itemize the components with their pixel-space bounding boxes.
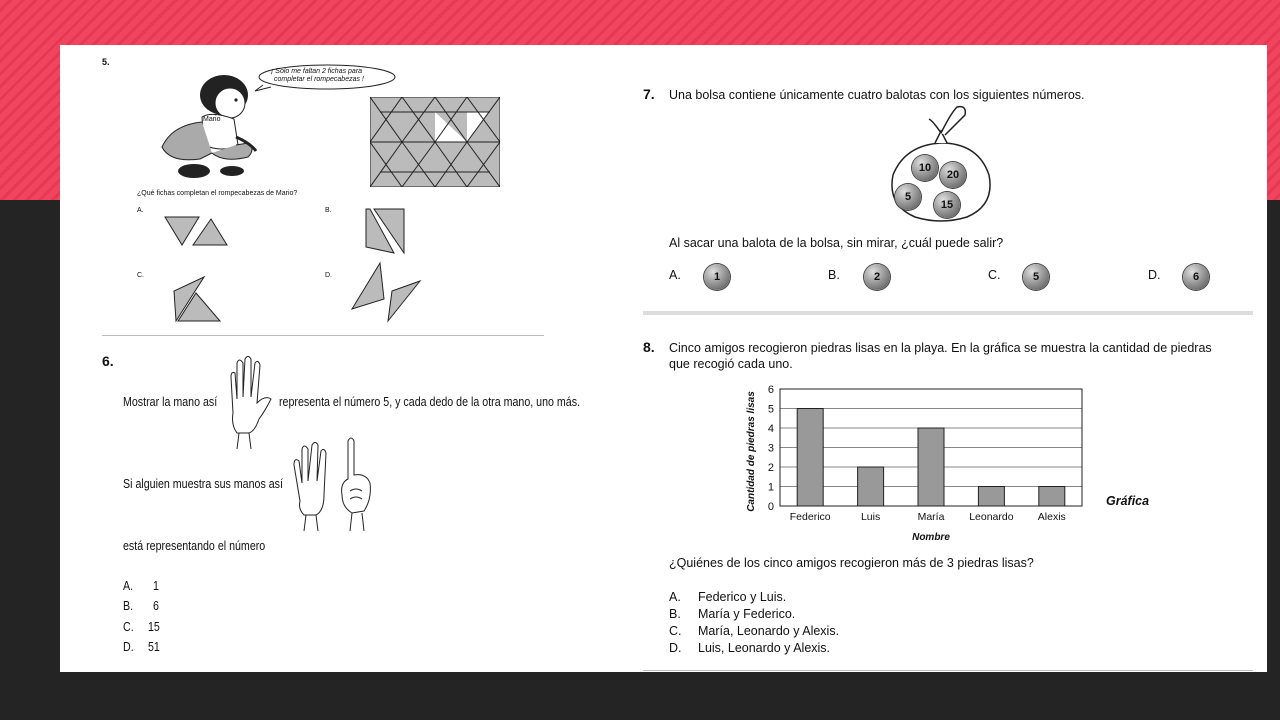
q6-option-b-value: 6 bbox=[153, 598, 159, 613]
q8-option-c-text: María, Leonardo y Alexis. bbox=[698, 624, 840, 638]
bag-ball-10: 10 bbox=[912, 155, 938, 181]
q5-option-c-label: C. bbox=[137, 272, 144, 279]
q7-option-d-letter[interactable]: D. bbox=[1148, 268, 1161, 282]
boy-mario-illustration bbox=[152, 67, 267, 185]
q7-option-d-ball[interactable]: 6 bbox=[1183, 264, 1209, 290]
q5-divider bbox=[102, 335, 544, 336]
q8-text-line2: que recogió cada uno. bbox=[669, 357, 793, 371]
chart-x-tick-label: Alexis bbox=[1037, 511, 1066, 523]
q5-option-a-label: A. bbox=[137, 207, 144, 214]
q5-option-d-label: D. bbox=[325, 272, 332, 279]
bag-ball-5: 5 bbox=[895, 184, 921, 210]
q7-number: 7. bbox=[643, 86, 655, 102]
q6-option-c-letter[interactable]: C. bbox=[123, 619, 134, 634]
q5-option-a-pieces[interactable] bbox=[163, 215, 229, 247]
chart-bar-luis bbox=[858, 467, 884, 506]
speech-line-1: ¡ Solo me faltan 2 fichas para bbox=[271, 68, 363, 75]
q5-option-c-pieces[interactable] bbox=[172, 275, 222, 323]
q8-option-c-letter[interactable]: C. bbox=[669, 624, 682, 638]
bag-ball-20: 20 bbox=[940, 162, 966, 188]
q6-line2: Si alguien muestra sus manos así bbox=[123, 476, 283, 491]
chart-y-tick-label: 1 bbox=[767, 481, 774, 494]
q6-option-b-letter[interactable]: B. bbox=[123, 598, 134, 613]
chart-x-axis-label: Nombre bbox=[912, 532, 950, 543]
q6-option-d-value: 51 bbox=[148, 639, 160, 654]
q8-number: 8. bbox=[643, 339, 655, 355]
chart-y-tick-label: 5 bbox=[767, 403, 774, 416]
q8-option-d-text: Luis, Leonardo y Alexis. bbox=[698, 641, 831, 655]
chart-y-tick-label: 6 bbox=[767, 384, 774, 396]
q6-option-d-letter[interactable]: D. bbox=[123, 639, 134, 654]
puzzle-grid bbox=[370, 97, 500, 187]
q5-option-b-label: B. bbox=[325, 207, 332, 214]
chart-x-tick-label: Leonardo bbox=[969, 511, 1014, 523]
two-hands-icon bbox=[290, 435, 380, 531]
q7-question: Al sacar una balota de la bolsa, sin mirar, ¿cuál puede salir? bbox=[669, 236, 1004, 250]
q7-option-b-ball[interactable]: 2 bbox=[864, 264, 890, 290]
q7-option-c-letter[interactable]: C. bbox=[988, 268, 1001, 282]
q8-divider bbox=[643, 670, 1253, 671]
bag-ball-15: 15 bbox=[934, 192, 960, 218]
chart-y-tick-label: 3 bbox=[767, 442, 774, 455]
q6-line1-a: Mostrar la mano así bbox=[123, 394, 218, 409]
chart-x-tick-label: Federico bbox=[789, 511, 831, 523]
chart-bar-leonardo bbox=[978, 487, 1004, 507]
q8-option-b-text: María y Federico. bbox=[698, 607, 796, 621]
q6-option-a-letter[interactable]: A. bbox=[123, 578, 134, 593]
q8-question: ¿Quiénes de los cinco amigos recogieron más de 3 piedras lisas? bbox=[669, 556, 1034, 570]
q8-option-b-letter[interactable]: B. bbox=[669, 607, 681, 621]
q6-line1-b: representa el número 5, y cada dedo de la otra mano, uno más. bbox=[279, 394, 581, 409]
chart-bar-maria bbox=[918, 428, 944, 506]
chart-y-tick-label: 4 bbox=[767, 423, 774, 435]
bar-chart bbox=[740, 379, 1160, 549]
mario-name-label: Mario bbox=[203, 116, 221, 123]
q6-line3: está representando el número bbox=[123, 538, 266, 553]
chart-bar-federico bbox=[797, 409, 823, 507]
q5-option-d-pieces[interactable] bbox=[350, 261, 422, 325]
q6-option-a-value: 1 bbox=[153, 578, 159, 593]
chart-y-tick-label: 0 bbox=[767, 501, 774, 513]
q7-divider bbox=[643, 311, 1253, 315]
q6-option-c-value: 15 bbox=[148, 619, 160, 634]
chart-bar-alexis bbox=[1039, 487, 1065, 507]
q7-text: Una bolsa contiene únicamente cuatro balotas con los siguientes números. bbox=[669, 88, 1085, 102]
q5-option-b-pieces[interactable] bbox=[364, 207, 406, 255]
chart-x-tick-label: Luis bbox=[860, 511, 881, 523]
q7-option-b-letter[interactable]: B. bbox=[828, 268, 840, 282]
chart-y-tick-label: 2 bbox=[767, 462, 774, 474]
q5-question: ¿Qué fichas completan el rompecabezas de Mario? bbox=[137, 190, 298, 197]
chart-title: Gráfica bbox=[1106, 494, 1150, 508]
q7-option-c-ball[interactable]: 5 bbox=[1023, 264, 1049, 290]
q8-option-a-text: Federico y Luis. bbox=[698, 590, 787, 604]
chart-x-tick-label: María bbox=[917, 511, 945, 523]
q8-text-line1: Cinco amigos recogieron piedras lisas en la playa. En la gráfica se muestra la cantidad de piedras bbox=[669, 341, 1212, 355]
q8-option-d-letter[interactable]: D. bbox=[669, 641, 682, 655]
q8-option-a-letter[interactable]: A. bbox=[669, 590, 681, 604]
q5-number: 5. bbox=[102, 57, 110, 67]
chart-y-axis-label: Cantidad de piedras lisas bbox=[746, 391, 757, 512]
q7-option-a-letter[interactable]: A. bbox=[669, 268, 681, 282]
open-hand-icon bbox=[225, 353, 273, 449]
q7-option-a-ball[interactable]: 1 bbox=[704, 264, 730, 290]
worksheet-page bbox=[60, 45, 1267, 672]
q6-number: 6. bbox=[102, 353, 114, 369]
speech-line-2: completar el rompecabezas ! bbox=[274, 76, 364, 83]
